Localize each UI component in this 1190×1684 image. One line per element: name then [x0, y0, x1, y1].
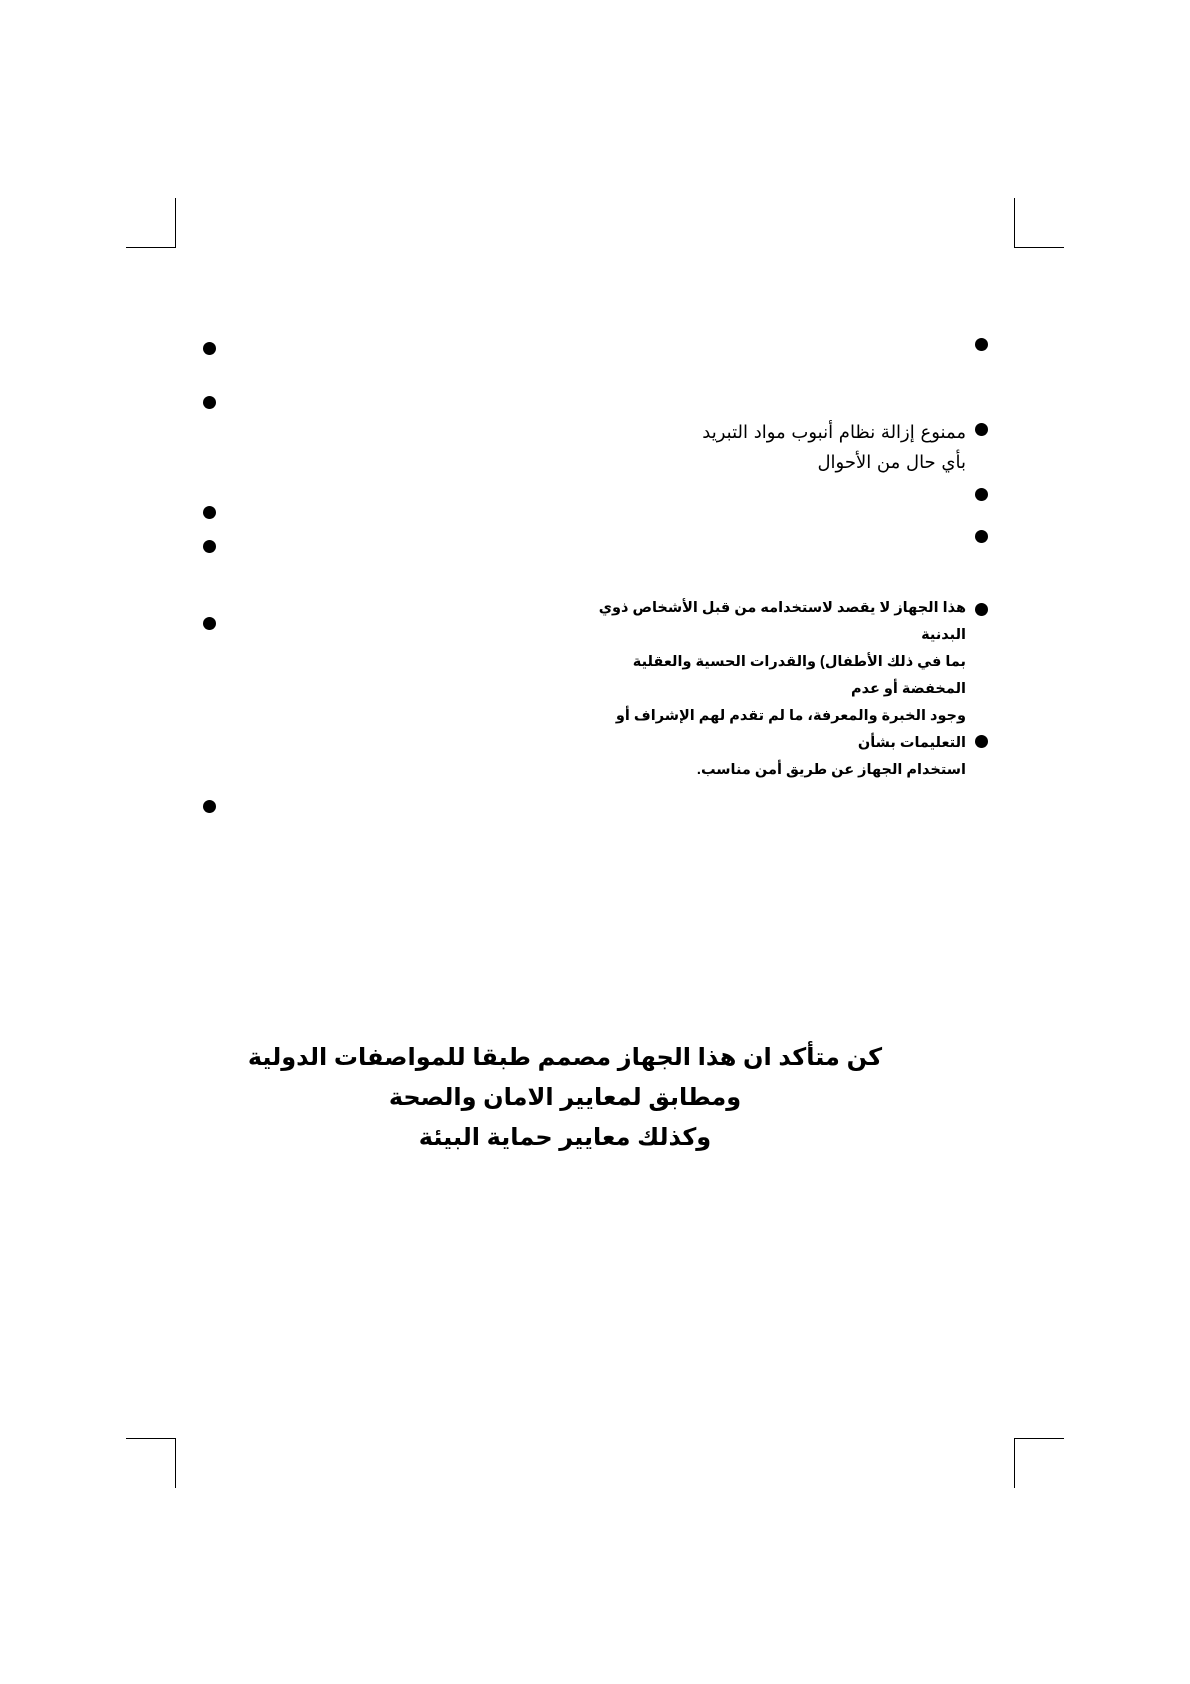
- left-bullet-6: [203, 800, 216, 813]
- crop-mark-top-right-horizontal: [1014, 247, 1064, 248]
- left-bullet-4: [203, 540, 216, 553]
- crop-mark-bottom-left-horizontal: [126, 1438, 176, 1439]
- crop-mark-top-left-vertical: [175, 198, 176, 248]
- right-bullet-6: [975, 735, 988, 748]
- right-bullet-1: [975, 338, 988, 351]
- standards-compliance-note: كن متأكد ان هذا الجهاز مصمم طبقا للمواصفات الدولية ومطابق لمعايير الامان والصحة وكذلك معايير حماية البيئة: [247, 1044, 883, 1151]
- device-usage-warning-text: هذا الجهاز لا يقصد لاستخدامه من قبل الأشخاص ذوي البدنية بما في ذلك الأطفال) والقدرات الحسية والعقلية المخفضة أو عدم وجود الخبرة والمعرفة، ما لم تقدم لهم الإشراف أو التعليمات بشأن استخدام الجهاز عن طريق أمن مناسب.: [598, 600, 966, 778]
- right-bullet-5: [975, 603, 988, 616]
- crop-mark-bottom-right-vertical: [1014, 1438, 1015, 1488]
- crop-mark-bottom-left-vertical: [175, 1438, 176, 1488]
- left-bullet-2: [203, 396, 216, 409]
- right-bullet-3: [975, 488, 988, 501]
- left-bullet-1: [203, 342, 216, 355]
- left-bullet-3: [203, 506, 216, 519]
- refrigerant-warning-text: ممنوع إزالة نظام أنبوب مواد التبريد بأي حال من الأحوال: [702, 422, 966, 473]
- left-bullet-5: [203, 617, 216, 630]
- crop-mark-top-left-horizontal: [126, 247, 176, 248]
- crop-mark-top-right-vertical: [1014, 198, 1015, 248]
- crop-mark-bottom-right-horizontal: [1014, 1438, 1064, 1439]
- right-bullet-2: [975, 423, 988, 436]
- right-bullet-4: [975, 530, 988, 543]
